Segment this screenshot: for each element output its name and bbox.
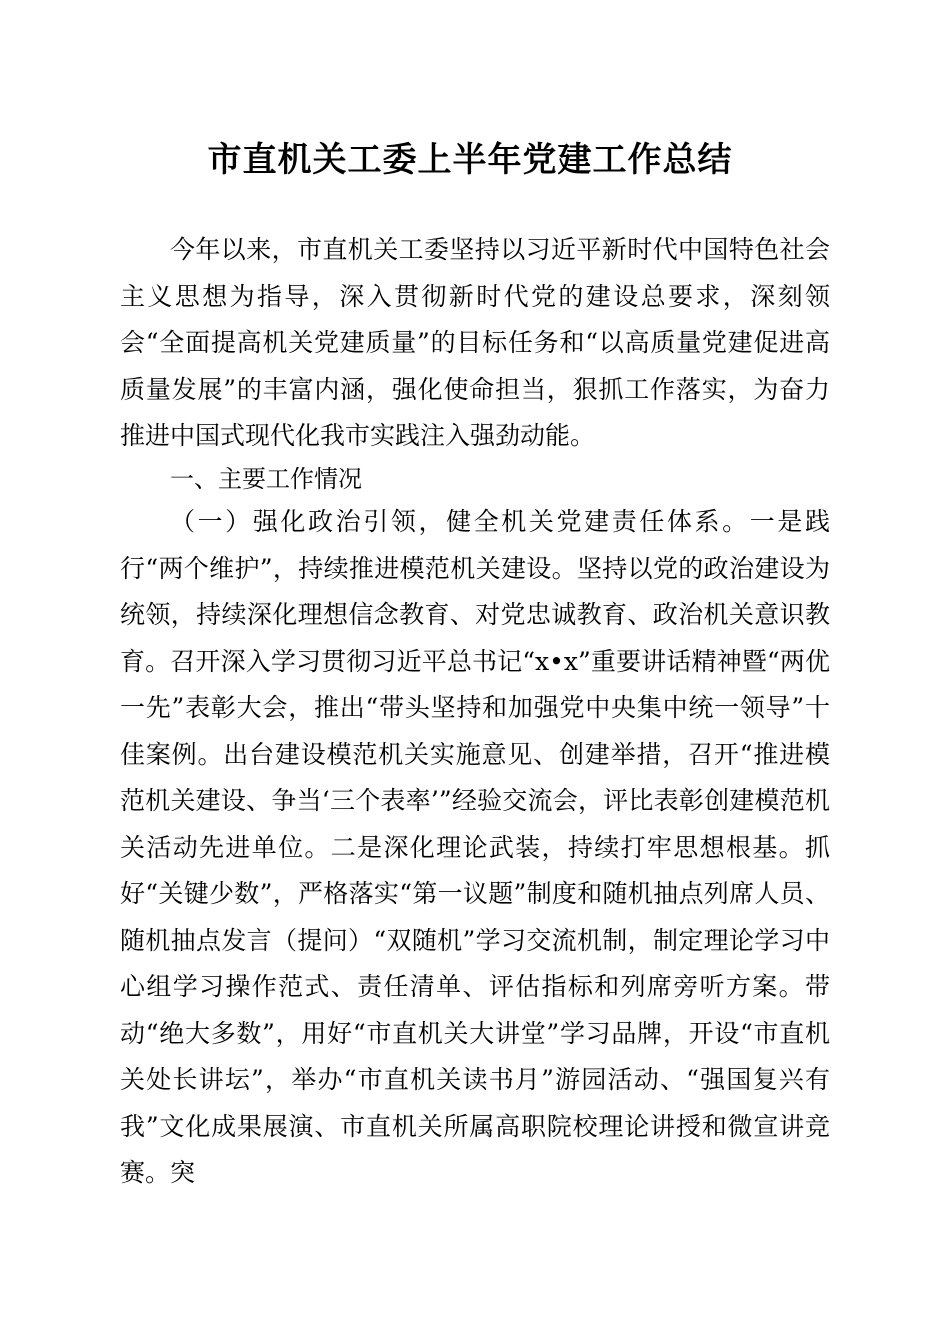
document-title: 市直机关工委上半年党建工作总结 bbox=[207, 140, 733, 180]
intro-paragraph: 今年以来，市直机关工委坚持以习近平新时代中国特色社会主义思想为指导，深入贯彻新时代党的建设总要求，深刻领会“全面提高机关党建质量”的目标任务和“以高质量党建促进高质量发展”的丰富内涵，强化使命担当，狠抓工作落实，为奋力推进中国式现代化我市实践注入强劲动能。 bbox=[120, 235, 830, 450]
section-1-paragraph: （一）强化政治引领，健全机关党建责任体系。一是践行“两个维护”，持续推进模范机关建设。坚持以党的政治建设为统领，持续深化理想信念教育、对党忠诚教育、政治机关意识教育。召开深入学习贯彻习近平总书记“x•x”重要讲话精神暨“两优一先”表彰大会，推出“带头坚持和加强党中央集中统一领导”十佳案例。出台建设模范机关实施意见、创建举措，召开“推进模范机关建设、争当‘三个表率’”经验交流会，评比表彰创建模范机关活动先进单位。二是深化理论武装，持续打牢思想根基。抓好“关键少数”，严格落实“第一议题”制度和随机抽点列席人员、随机抽点发言（提问）“双随机”学习交流机制，制定理论学习中心组学习操作范式、责任清单、评估指标和列席旁听方案。带动“绝大多数”，用好“市直机关大讲堂”学习品牌，开设“市直机关处长讲坛”，举办“市直机关读书月”游园活动、“强国复兴有我”文化成果展演、市直机关所属高职院校理论讲授和微宣讲竞赛。突 bbox=[120, 507, 830, 1187]
section-heading-main-work: 一、主要工作情况 bbox=[170, 465, 362, 493]
